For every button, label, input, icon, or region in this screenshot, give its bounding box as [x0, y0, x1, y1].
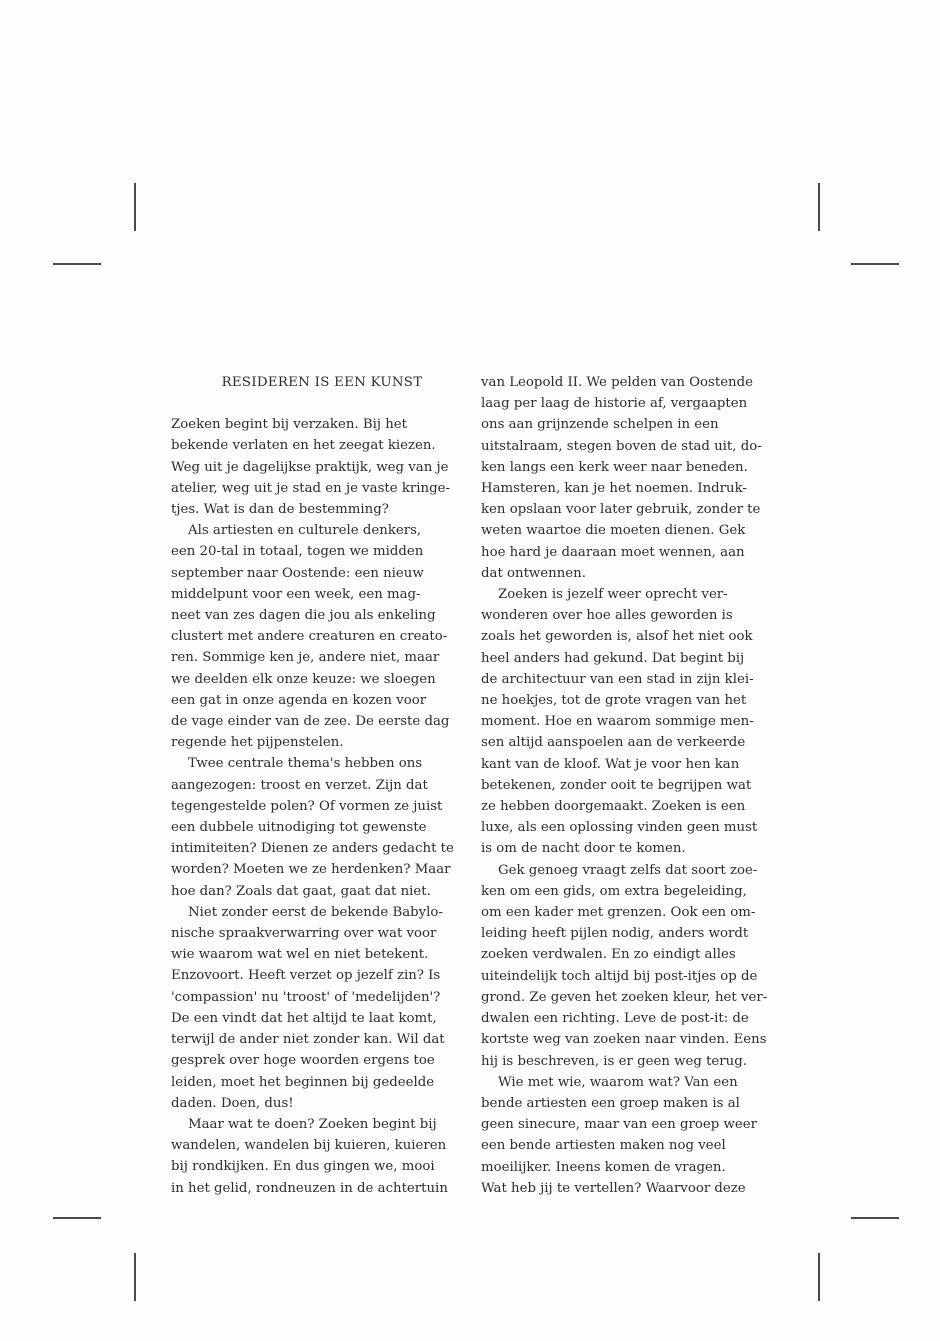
right-column-body: [481, 372, 786, 1199]
text-line: in het gelid, rondneuzen in de achtertuin: [171, 1180, 448, 1196]
text-line: een bende artiesten maken nog veel: [481, 1138, 726, 1154]
text-line: ken opslaan voor later gebruik, zonder te: [481, 502, 761, 518]
text-line: Maar wat te doen? Zoeken begint bij: [188, 1116, 437, 1132]
text-line: atelier, weg uit je stad en je vaste kringe-: [171, 480, 450, 496]
text-line: de architectuur van een stad in zijn klei-: [481, 671, 754, 687]
text-line: de vage einder van de zee. De eerste dag: [171, 714, 450, 730]
crop-mark-left-upper: [53, 263, 101, 265]
crop-mark-right-lower: [851, 1217, 899, 1219]
text-line: is om de nacht door te komen.: [481, 841, 686, 857]
text-line: ze hebben doorgemaakt. Zoeken is een: [481, 799, 746, 815]
text-line: neet van zes dagen die jou als enkeling: [171, 608, 436, 624]
text-line: wie waarom wat wel en niet betekent.: [171, 947, 429, 963]
text-line: uitstalraam, stegen boven de stad uit, do-: [481, 438, 762, 454]
text-line: middelpunt voor een week, een mag-: [171, 586, 421, 602]
text-line: nische spraakverwarring over wat voor: [171, 926, 437, 942]
text-line: ken langs een kerk weer naar beneden.: [481, 459, 748, 475]
text-line: grond. Ze geven het zoeken kleur, het ver-: [481, 989, 768, 1005]
text-line: Gek genoeg vraagt zelfs dat soort zoe-: [498, 862, 758, 878]
crop-mark-top-left: [134, 183, 136, 231]
text-line: bende artiesten een groep maken is al: [481, 1095, 740, 1111]
text-line: Twee centrale thema's hebben ons: [188, 756, 423, 772]
text-line: weten waartoe die moeten dienen. Gek: [481, 523, 746, 539]
text-line: tjes. Wat is dan de bestemming?: [171, 502, 389, 518]
text-line: luxe, als een oplossing vinden geen must: [481, 820, 758, 836]
text-line: worden? Moeten we ze herdenken? Maar: [171, 862, 451, 878]
text-line: zoals het geworden is, alsof het niet ook: [481, 629, 753, 645]
text-line: Hamsteren, kan je het noemen. Indruk-: [481, 481, 747, 497]
left-column: [171, 372, 473, 1199]
text-line: Weg uit je dagelijkse praktijk, weg van je: [171, 459, 449, 475]
text-line: zoeken verdwalen. En zo eindigt alles: [481, 947, 736, 963]
text-line: moment. Hoe en waarom sommige men-: [481, 714, 754, 730]
crop-mark-bottom-right: [818, 1253, 820, 1301]
text-line: wandelen, wandelen bij kuieren, kuieren: [171, 1138, 447, 1154]
text-line: bij rondkijken. En dus gingen we, mooi: [171, 1159, 435, 1175]
text-line: aangezogen: troost en verzet. Zijn dat: [171, 777, 428, 793]
text-line: gesprek over hoge woorden ergens toe: [171, 1053, 435, 1069]
text-line: bekende verlaten en het zeegat kiezen.: [171, 438, 436, 454]
text-line: hoe dan? Zoals dat gaat, gaat dat niet.: [171, 883, 431, 899]
text-line: intimiteiten? Dienen ze anders gedacht te: [171, 841, 454, 857]
text-line: hoe hard je daaraan moet wennen, aan: [481, 544, 745, 560]
crop-mark-right-upper: [851, 263, 899, 265]
article-title: RESIDEREN IS EEN KUNST: [221, 375, 423, 390]
text-line: leiding heeft pijlen nodig, anders wordt: [481, 926, 749, 942]
text-line: hij is beschreven, is er geen weg terug.: [481, 1053, 747, 1069]
text-line: daden. Doen, dus!: [171, 1095, 294, 1111]
text-line: ons aan grijnzende schelpen in een: [481, 417, 719, 433]
text-line: een gat in onze agenda en kozen voor: [171, 692, 427, 708]
text-line: Zoeken begint bij verzaken. Bij het: [171, 417, 407, 433]
text-line: wonderen over hoe alles geworden is: [481, 608, 733, 624]
text-line: ren. Sommige ken je, andere niet, maar: [171, 650, 440, 666]
text-line: om een kader met grenzen. Ook een om-: [481, 905, 756, 921]
text-line: laag per laag de historie af, vergaapten: [481, 396, 748, 412]
text-line: sen altijd aanspoelen aan de verkeerde: [481, 735, 746, 751]
text-line: van Leopold II. We pelden van Oostende: [481, 375, 754, 390]
text-line: Wie met wie, waarom wat? Van een: [498, 1074, 738, 1090]
text-line: geen sinecure, maar van een groep weer: [481, 1117, 758, 1133]
text-line: ne hoekjes, tot de grote vragen van het: [481, 693, 747, 709]
right-column: [481, 372, 786, 1199]
crop-mark-left-lower: [53, 1217, 101, 1219]
text-line: 'compassion' nu 'troost' of 'medelijden'?: [171, 989, 441, 1005]
text-line: Enzovoort. Heeft verzet op jezelf zin? Is: [171, 968, 441, 984]
text-line: leiden, moet het beginnen bij gedeelde: [171, 1074, 435, 1090]
text-line: kortste weg van zoeken naar vinden. Eens: [481, 1032, 767, 1048]
text-line: ken om een gids, om extra begeleiding,: [481, 883, 747, 899]
text-line: we deelden elk onze keuze: we sloegen: [171, 671, 436, 687]
text-line: een dubbele uitnodiging tot gewenste: [171, 820, 427, 836]
text-line: De een vindt dat het altijd te laat komt,: [171, 1010, 437, 1026]
text-line: een 20-tal in totaal, togen we midden: [171, 544, 424, 560]
text-line: betekenen, zonder ooit te begrijpen wat: [481, 777, 752, 793]
text-line: kant van de kloof. Wat je voor hen kan: [481, 756, 740, 772]
text-line: tegengestelde polen? Of vormen ze juist: [171, 798, 443, 814]
text-line: clustert met andere creaturen en creato-: [171, 629, 448, 645]
text-line: Zoeken is jezelf weer oprecht ver-: [498, 587, 728, 603]
text-line: dwalen een richting. Leve de post-it: de: [481, 1011, 749, 1027]
text-line: uiteindelijk toch altijd bij post-itjes op de: [481, 968, 758, 984]
crop-mark-top-right: [818, 183, 820, 231]
text-line: regende het pijpenstelen.: [171, 735, 344, 751]
text-line: september naar Oostende: een nieuw: [171, 565, 424, 581]
text-line: Als artiesten en culturele denkers,: [188, 523, 422, 539]
left-column-body: [171, 414, 473, 1199]
crop-mark-bottom-left: [134, 1253, 136, 1301]
text-line: Niet zonder eerst de bekende Babylo-: [188, 904, 443, 920]
text-line: heel anders had gekund. Dat begint bij: [481, 650, 745, 666]
text-line: Wat heb jij te vertellen? Waarvoor deze: [481, 1180, 746, 1196]
text-line: terwijl de ander niet zonder kan. Wil dat: [171, 1032, 445, 1048]
text-line: dat ontwennen.: [481, 565, 586, 581]
text-line: moeilijker. Ineens komen de vragen.: [481, 1159, 726, 1175]
